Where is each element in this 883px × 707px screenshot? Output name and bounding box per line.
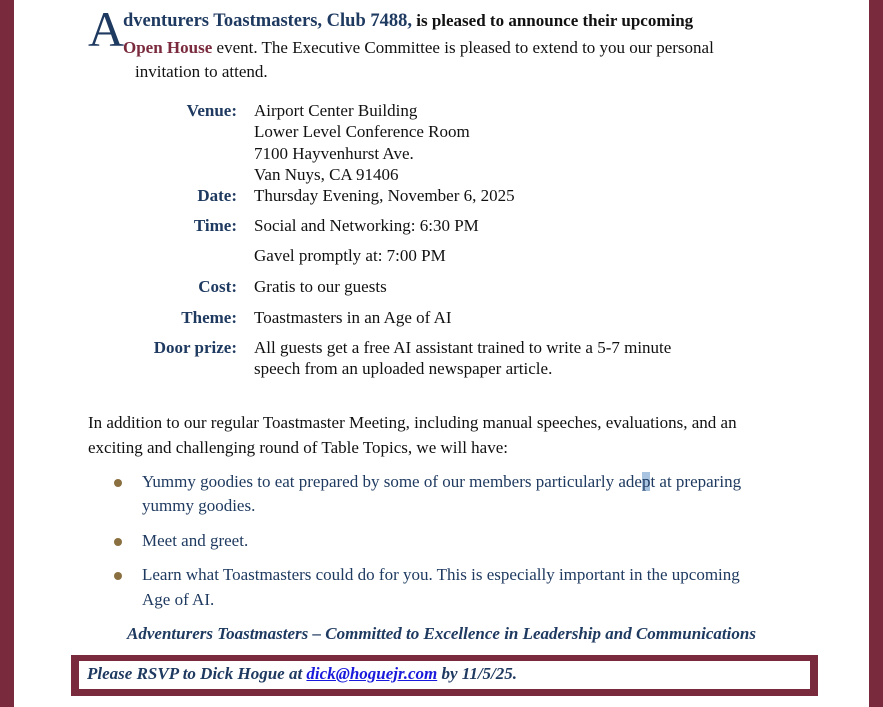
heading-line-1 xyxy=(123,11,693,32)
text-selection[interactable]: p xyxy=(641,472,651,491)
bullet-dot xyxy=(114,479,122,487)
venue-label: Venue: xyxy=(186,101,237,120)
rsvp-text xyxy=(87,664,517,684)
cost-label: Cost: xyxy=(198,277,237,296)
rsvp-panel xyxy=(79,661,810,689)
list-item-text: Yummy goodies to eat prepared by some of our members particularly ade xyxy=(142,472,642,491)
rsvp-suffix: by 11/5/25. xyxy=(437,664,518,683)
venue-line-3: 7100 Hayvenhurst Ave. xyxy=(254,144,414,163)
heading-line-2 xyxy=(123,38,714,58)
list-item-text-end: t at preparing xyxy=(650,472,742,491)
heading-line-3: invitation to attend. xyxy=(135,62,268,81)
bullet-dot xyxy=(114,572,122,580)
door-prize-line-1: All guests get a free AI assistant trained to write a 5-7 minute xyxy=(254,338,672,357)
time-line-1: Social and Networking: 6:30 PM xyxy=(254,216,479,235)
list-item xyxy=(142,472,741,492)
date-label: Date: xyxy=(197,186,237,205)
theme-label: Theme: xyxy=(181,308,237,327)
date-value: Thursday Evening, November 6, 2025 xyxy=(254,186,515,205)
page-border-right xyxy=(869,0,883,707)
intro-line-1: In addition to our regular Toastmaster Meeting, including manual speeches, evaluations, and an xyxy=(88,413,737,432)
heading-comma: , xyxy=(407,11,412,31)
list-item-continued: yummy goodies. xyxy=(142,496,256,515)
open-house-label: Open House xyxy=(123,38,213,57)
door-prize-line-2: speech from an uploaded newspaper article. xyxy=(254,359,553,378)
door-prize-label: Door prize: xyxy=(153,338,237,357)
time-label: Time: xyxy=(193,216,237,235)
announce-text: is pleased to announce their upcoming xyxy=(412,11,694,30)
venue-line-2: Lower Level Conference Room xyxy=(254,122,470,141)
venue-line-1: Airport Center Building xyxy=(254,101,418,120)
rsvp-prefix: Please RSVP to Dick Hogue at xyxy=(87,664,307,683)
club-name: dventurers Toastmasters, Club 7488 xyxy=(123,11,408,31)
theme-value: Toastmasters in an Age of AI xyxy=(254,308,452,327)
heading-line-2-text: event. The Executive Committee is pleased to extend to you our personal xyxy=(212,38,714,57)
rsvp-banner xyxy=(71,655,818,696)
rsvp-email-link[interactable]: dick@hoguejr.com xyxy=(306,664,438,683)
cost-value: Gratis to our guests xyxy=(254,277,387,296)
club-tagline: Adventurers Toastmasters – Committed to Excellence in Leadership and Communications xyxy=(127,624,756,643)
bullet-dot xyxy=(114,538,122,546)
page-border-left xyxy=(0,0,14,707)
list-item: Learn what Toastmasters could do for you. This is especially important in the upcoming xyxy=(142,565,740,584)
drop-cap: A xyxy=(88,1,125,57)
venue-line-4: Van Nuys, CA 91406 xyxy=(254,165,399,184)
time-line-2: Gavel promptly at: 7:00 PM xyxy=(254,246,446,265)
list-item-continued: Age of AI. xyxy=(142,590,215,609)
intro-line-2: exciting and challenging round of Table Topics, we will have: xyxy=(88,438,508,457)
list-item: Meet and greet. xyxy=(142,531,249,550)
